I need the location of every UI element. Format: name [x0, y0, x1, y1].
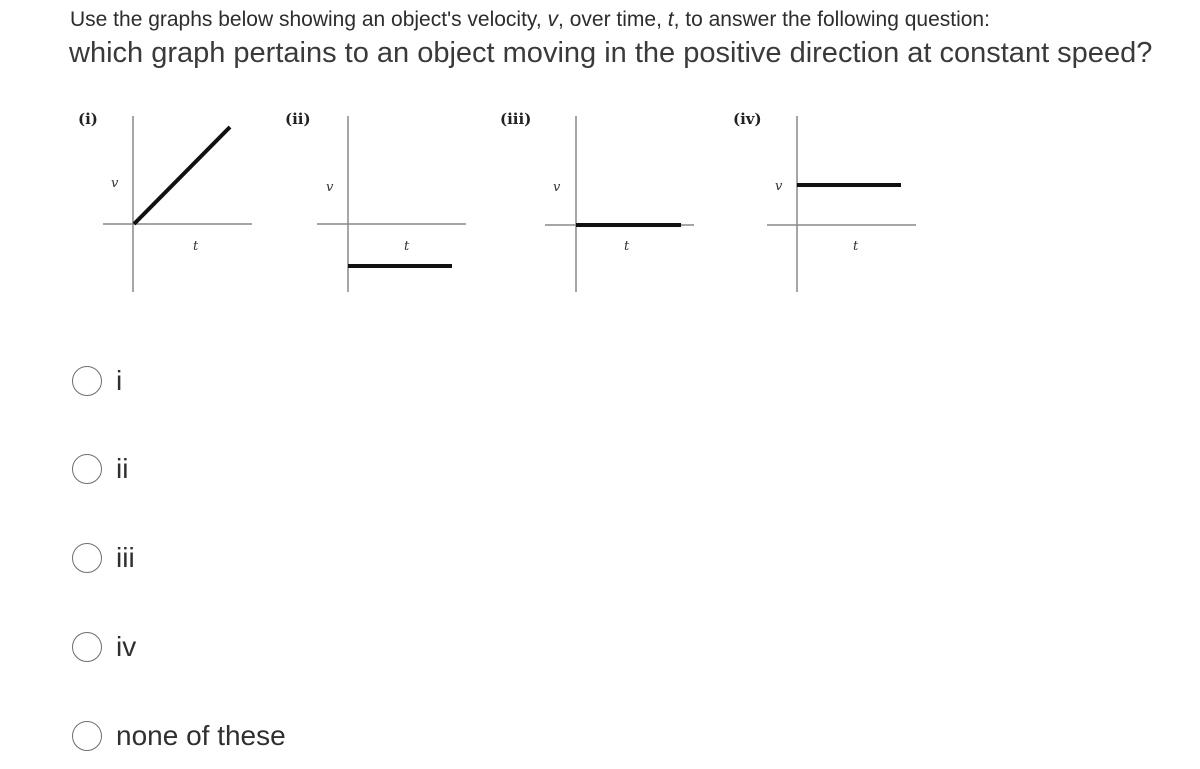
- graph-i: [78, 110, 252, 292]
- graph-iii-t-label: t: [624, 239, 630, 254]
- answer-option-i[interactable]: [72, 361, 122, 401]
- graph-i-label: (i): [78, 110, 98, 128]
- graph-iii: [500, 110, 694, 292]
- answer-option-iii[interactable]: [72, 538, 135, 578]
- radio-button-iv[interactable]: [72, 632, 102, 662]
- prompt-suffix: , to answer the following question:: [673, 8, 990, 31]
- graph-i-data-line: [134, 127, 230, 224]
- radio-button-ii[interactable]: [72, 454, 102, 484]
- graph-iv-label: (iv): [733, 110, 762, 128]
- prompt-middle: , over time,: [558, 8, 668, 31]
- answer-option-label: ii: [116, 453, 129, 484]
- graph-i-v-label: v: [111, 176, 119, 191]
- question-text: which graph pertains to an object moving in the positive direction at constant speed?: [69, 37, 1153, 69]
- prompt-var-v: v: [547, 8, 559, 31]
- graph-iii-v-label: v: [553, 180, 561, 195]
- answer-option-label: i: [116, 365, 123, 396]
- velocity-time-graphs: [0, 0, 1200, 320]
- radio-button-i[interactable]: [72, 366, 102, 396]
- graph-ii-t-label: t: [404, 239, 410, 254]
- graph-ii: [285, 110, 466, 292]
- answer-option-iv[interactable]: [72, 627, 136, 667]
- graph-ii-v-label: v: [326, 180, 334, 195]
- graph-i-t-label: t: [193, 239, 199, 254]
- answer-option-label: iv: [116, 631, 137, 662]
- prompt-var-t: t: [667, 8, 674, 31]
- graph-iv: [733, 110, 916, 292]
- graph-ii-label: (ii): [285, 110, 311, 128]
- radio-button-none[interactable]: [72, 721, 102, 751]
- answer-option-none[interactable]: [72, 716, 286, 756]
- radio-button-iii[interactable]: [72, 543, 102, 573]
- prompt-prefix: Use the graphs below showing an object's velocity,: [70, 8, 548, 31]
- answer-option-label: none of these: [116, 720, 286, 751]
- answer-option-label: iii: [116, 542, 135, 573]
- graph-iv-t-label: t: [853, 239, 859, 254]
- answer-option-ii[interactable]: [72, 449, 128, 489]
- graph-iv-v-label: v: [775, 179, 783, 194]
- graph-iii-label: (iii): [500, 110, 532, 128]
